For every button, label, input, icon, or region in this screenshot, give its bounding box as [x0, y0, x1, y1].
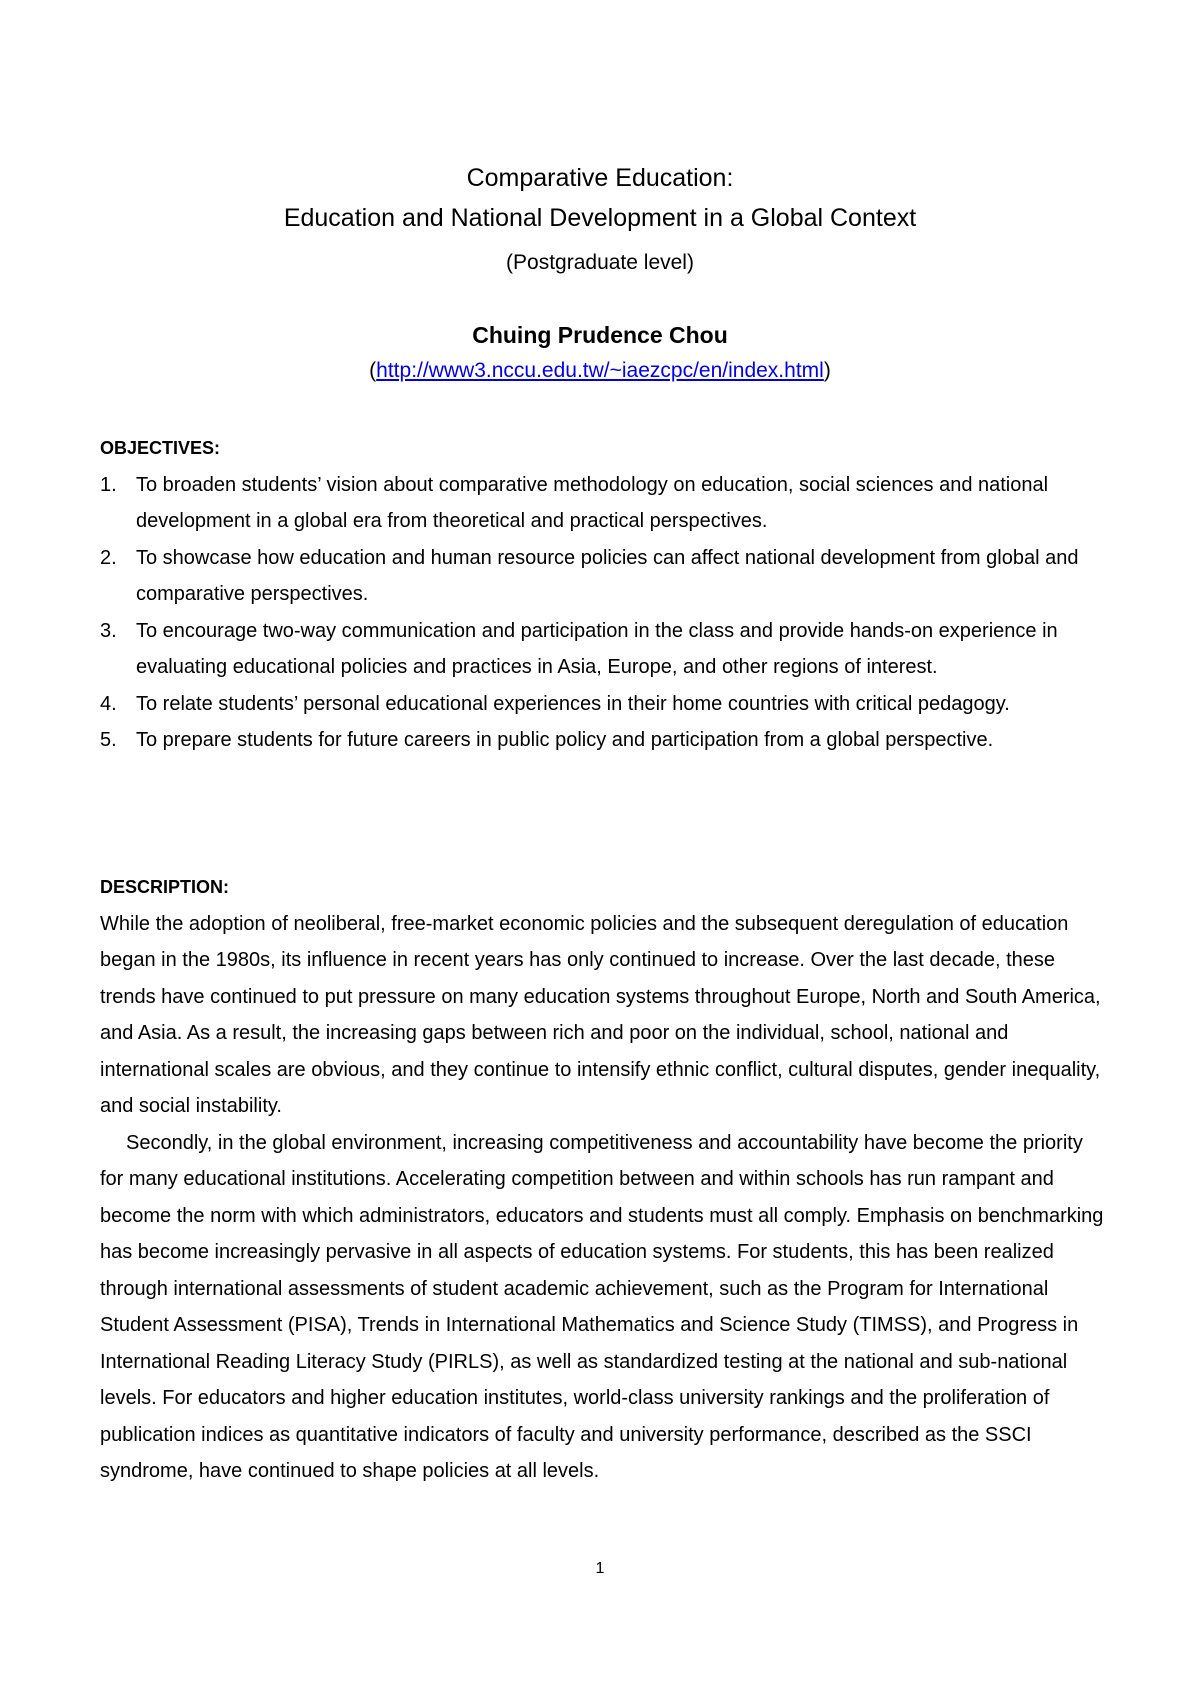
description-section	[100, 869, 1110, 1490]
objectives-section	[100, 430, 1110, 759]
description-paragraph-2: Secondly, in the global environment, increasing competitiveness and accountability have become the priority for many educational institutions. Accelerating competition between and within schools has run rampant and become the norm with which administrators, educators and students must all comply. Emphasis on benchmarking has become increasingly pervasive in all aspects of education systems. For students, this has been realized through international assessments of student academic achievement, such as the Program for International Student Assessment (PISA), Trends in International Mathematics and Science Study (TIMSS), and Progress in International Reading Literacy Study (PIRLS), as well as standardized testing at the national and sub-national levels. For educators and higher education institutes, world-class university rankings and the proliferation of publication indices as quantitative indicators of faculty and university performance, described as the SSCI syndrome, have continued to shape policies at all levels.	[100, 1131, 1104, 1482]
objective-number: 4.	[100, 692, 117, 715]
url-open-paren: (	[369, 359, 377, 382]
author-name: Chuing Prudence Chou	[472, 322, 728, 348]
course-title: Comparative Education:	[466, 164, 734, 192]
description-paragraph-1: While the adoption of neoliberal, free-market economic policies and the subsequent deregulation of education began in the 1980s, its influence in recent years has only continued to increase. Over the last decade, these trends have continued to put pressure on many education systems throughout Europe, North and South America, and Asia. As a result, the increasing gaps between rich and poor on the individual, school, national and international scales are obvious, and they continue to intensify ethnic conflict, cultural disputes, gender inequality, and social instability.	[100, 912, 1101, 1117]
url-close-paren: )	[823, 359, 831, 382]
description-heading: DESCRIPTION:	[100, 877, 230, 897]
objective-item-3	[100, 613, 1110, 686]
objective-number: 2.	[100, 546, 117, 569]
objective-item-4	[100, 686, 1110, 723]
objective-number: 5.	[100, 729, 117, 751]
objective-number: 3.	[100, 619, 117, 642]
objective-number: 1.	[100, 473, 117, 496]
objective-item-5	[100, 722, 1110, 759]
objective-text: To broaden students’ vision about comparative methodology on education, social sciences and national development in a global era from theoretical and practical perspectives.	[136, 473, 1049, 532]
objective-item-2	[100, 540, 1110, 613]
objectives-heading: OBJECTIVES:	[100, 438, 221, 458]
objectives-list	[100, 467, 1110, 759]
objective-text: To prepare students for future careers in public policy and participation from a global perspective.	[136, 729, 994, 751]
objective-text: To relate students’ personal educational experiences in their home countries with critical pedagogy.	[136, 692, 1010, 715]
objective-item-1	[100, 467, 1110, 540]
objective-text: To showcase how education and human resource policies can affect national development from global and comparative perspectives.	[136, 546, 1079, 605]
page-number: 1	[595, 1560, 605, 1577]
author-url-line	[0, 360, 1200, 381]
objective-text: To encourage two-way communication and participation in the class and provide hands-on experience in evaluating educational policies and practices in Asia, Europe, and other regions of interest.	[136, 619, 1058, 678]
author-homepage-link[interactable]: http://www3.nccu.edu.tw/~iaezcpc/en/index.html	[376, 359, 824, 382]
course-level: (Postgraduate level)	[506, 251, 694, 274]
course-subtitle: Education and National Development in a Global Context	[283, 204, 917, 232]
